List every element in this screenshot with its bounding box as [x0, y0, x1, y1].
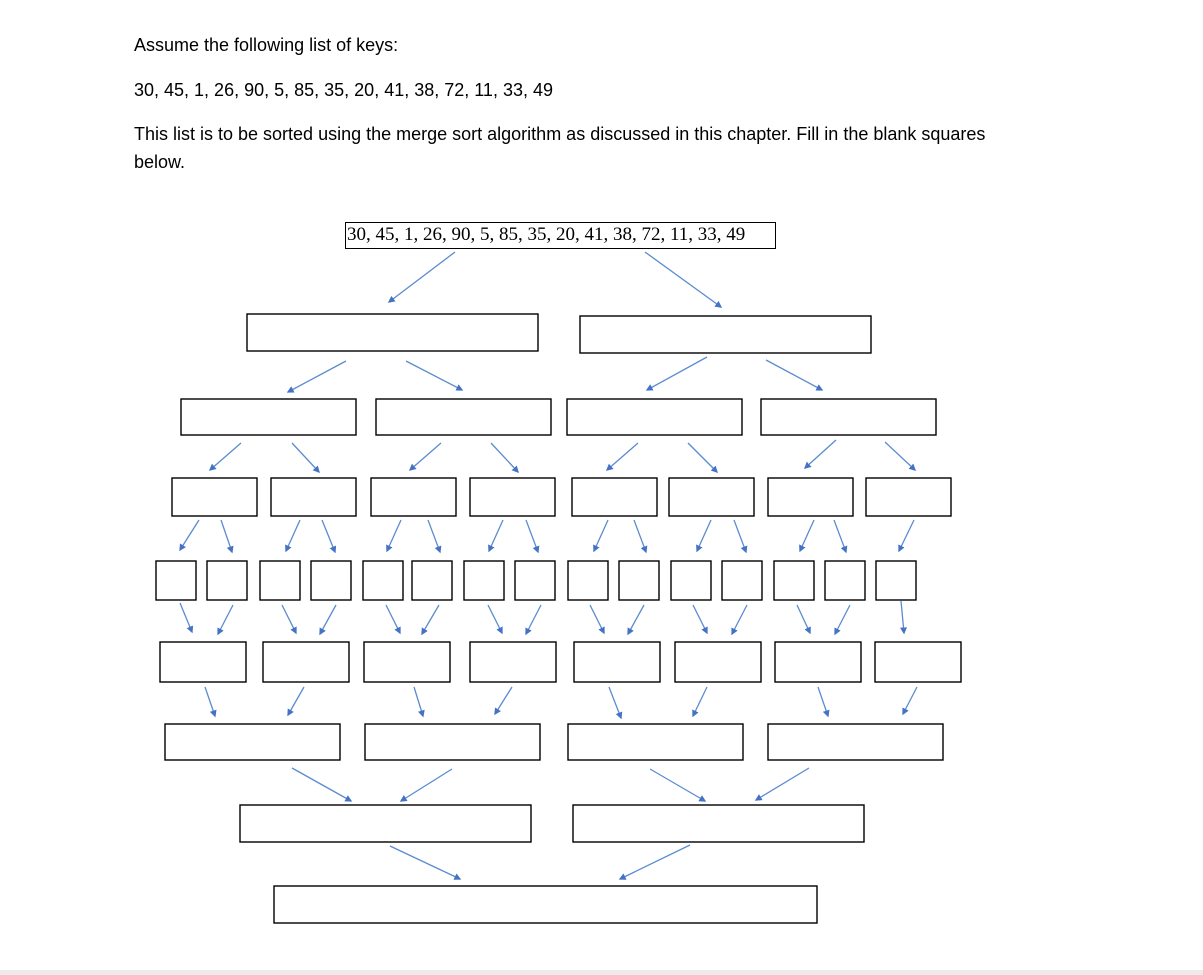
arrow-split-l3	[834, 520, 846, 552]
arrow-split-l3	[634, 520, 646, 552]
arrow-merge-l1	[797, 605, 810, 633]
blank-box-single[interactable]	[876, 561, 916, 600]
arrow-merge-l1	[590, 605, 604, 633]
arrow-merge-l1	[282, 605, 296, 633]
intro-text: Assume the following list of keys:	[134, 35, 399, 55]
page-bottom-edge	[0, 970, 1203, 975]
blank-box-single[interactable]	[363, 561, 403, 600]
arrow-split-l3	[489, 520, 503, 551]
blank-box-merge-3[interactable]	[240, 805, 531, 842]
keys-list: 30, 45, 1, 26, 90, 5, 85, 35, 20, 41, 38, 72, 11, 33, 49	[134, 80, 553, 100]
arrow-split-l3	[800, 520, 814, 551]
blank-box-merge-1[interactable]	[675, 642, 761, 682]
arrow-split-l3	[322, 520, 335, 552]
arrow-split-l1	[406, 361, 462, 390]
blank-box-split-3[interactable]	[768, 478, 853, 516]
arrow-merge-l1	[526, 605, 541, 634]
arrow-merge-l2	[288, 687, 304, 715]
blank-box-split-2[interactable]	[181, 399, 356, 435]
blank-box-merge-1[interactable]	[574, 642, 660, 682]
blank-box-split-1[interactable]	[247, 314, 538, 351]
arrow-split-l0	[389, 252, 455, 302]
arrow-split-l3	[387, 520, 401, 551]
arrow-split-l2	[607, 443, 638, 470]
arrow-merge-l3	[292, 768, 351, 801]
arrow-split-l1	[647, 357, 707, 390]
blank-box-split-2[interactable]	[761, 399, 936, 435]
blank-box-single[interactable]	[671, 561, 711, 600]
arrow-merge-l1	[732, 605, 747, 634]
blank-box-single[interactable]	[568, 561, 608, 600]
blank-box-merge-1[interactable]	[470, 642, 556, 682]
blank-box-single[interactable]	[722, 561, 762, 600]
arrow-split-l0	[645, 252, 721, 307]
blank-box-single[interactable]	[619, 561, 659, 600]
arrow-split-l2	[491, 443, 518, 472]
arrow-merge-l1	[488, 605, 502, 633]
blank-box-single[interactable]	[774, 561, 814, 600]
blank-box-merge-1[interactable]	[160, 642, 246, 682]
arrow-merge-l1	[693, 605, 707, 633]
root-list-box: 30, 45, 1, 26, 90, 5, 85, 35, 20, 41, 38, 72, 11, 33, 49	[345, 222, 776, 249]
blank-box-split-3[interactable]	[669, 478, 754, 516]
blank-box-split-2[interactable]	[567, 399, 742, 435]
arrow-split-l3	[221, 520, 232, 552]
instruction-text: This list is to be sorted using the merge sort algorithm as discussed in this chapter. Fill in the blank squares below.	[134, 124, 986, 172]
arrow-merge-l1	[422, 605, 439, 634]
arrow-split-l3	[594, 520, 608, 551]
arrow-split-l2	[885, 442, 915, 470]
arrow-merge-l2	[205, 687, 215, 716]
blank-box-merge-1[interactable]	[263, 642, 349, 682]
arrow-merge-l1	[320, 605, 336, 634]
arrow-merge-l1	[901, 601, 904, 633]
arrow-split-l2	[805, 440, 836, 468]
arrow-split-l1	[766, 360, 822, 390]
arrow-merge-l1	[835, 605, 850, 634]
arrow-split-l3	[180, 520, 199, 550]
arrow-merge-l2	[903, 687, 917, 714]
arrow-merge-l3	[756, 768, 809, 800]
blank-box-split-3[interactable]	[470, 478, 555, 516]
blank-box-single[interactable]	[412, 561, 452, 600]
blank-box-merge-2[interactable]	[165, 724, 340, 760]
blank-box-single[interactable]	[156, 561, 196, 600]
arrow-merge-l2	[414, 687, 423, 716]
blank-box-merge-1[interactable]	[875, 642, 961, 682]
blank-box-merge-2[interactable]	[768, 724, 943, 760]
arrow-merge-l2	[609, 687, 621, 718]
arrow-merge-l2	[818, 687, 828, 716]
arrow-split-l3	[526, 520, 538, 552]
blank-box-single[interactable]	[207, 561, 247, 600]
arrow-merge-l2	[495, 687, 512, 714]
blank-box-merge-1[interactable]	[364, 642, 450, 682]
arrow-merge-l3	[401, 769, 452, 801]
blank-box-split-3[interactable]	[866, 478, 951, 516]
arrow-merge-l1	[218, 605, 233, 634]
arrow-split-l2	[292, 443, 319, 472]
blank-box-single[interactable]	[825, 561, 865, 600]
blank-box-single[interactable]	[260, 561, 300, 600]
blank-box-single[interactable]	[515, 561, 555, 600]
arrow-split-l3	[697, 520, 711, 551]
blank-box-split-1[interactable]	[580, 316, 871, 353]
arrow-split-l2	[210, 443, 241, 470]
arrow-merge-l1	[386, 605, 400, 633]
blank-box-split-3[interactable]	[371, 478, 456, 516]
arrow-merge-l1	[628, 605, 644, 634]
arrow-split-l3	[734, 520, 746, 552]
blank-box-merge-2[interactable]	[365, 724, 540, 760]
blank-box-single[interactable]	[311, 561, 351, 600]
blank-box-merge-3[interactable]	[573, 805, 864, 842]
blank-box-split-3[interactable]	[271, 478, 356, 516]
arrow-merge-final	[390, 846, 460, 879]
arrow-split-l3	[428, 520, 440, 552]
arrow-split-l2	[688, 443, 717, 472]
blank-box-split-3[interactable]	[572, 478, 657, 516]
blank-box-merge-1[interactable]	[775, 642, 861, 682]
arrow-split-l1	[288, 361, 346, 392]
arrow-merge-l2	[693, 687, 707, 716]
blank-box-sorted-result[interactable]	[274, 886, 817, 923]
arrow-split-l3	[286, 520, 300, 551]
blank-box-single[interactable]	[464, 561, 504, 600]
arrow-merge-final	[620, 845, 690, 879]
blank-box-split-2[interactable]	[376, 399, 551, 435]
arrow-split-l2	[410, 443, 441, 470]
blank-box-merge-2[interactable]	[568, 724, 743, 760]
arrow-merge-l3	[650, 769, 705, 801]
arrow-merge-l1	[180, 603, 192, 632]
arrow-split-l3	[899, 520, 914, 551]
blank-box-split-3[interactable]	[172, 478, 257, 516]
